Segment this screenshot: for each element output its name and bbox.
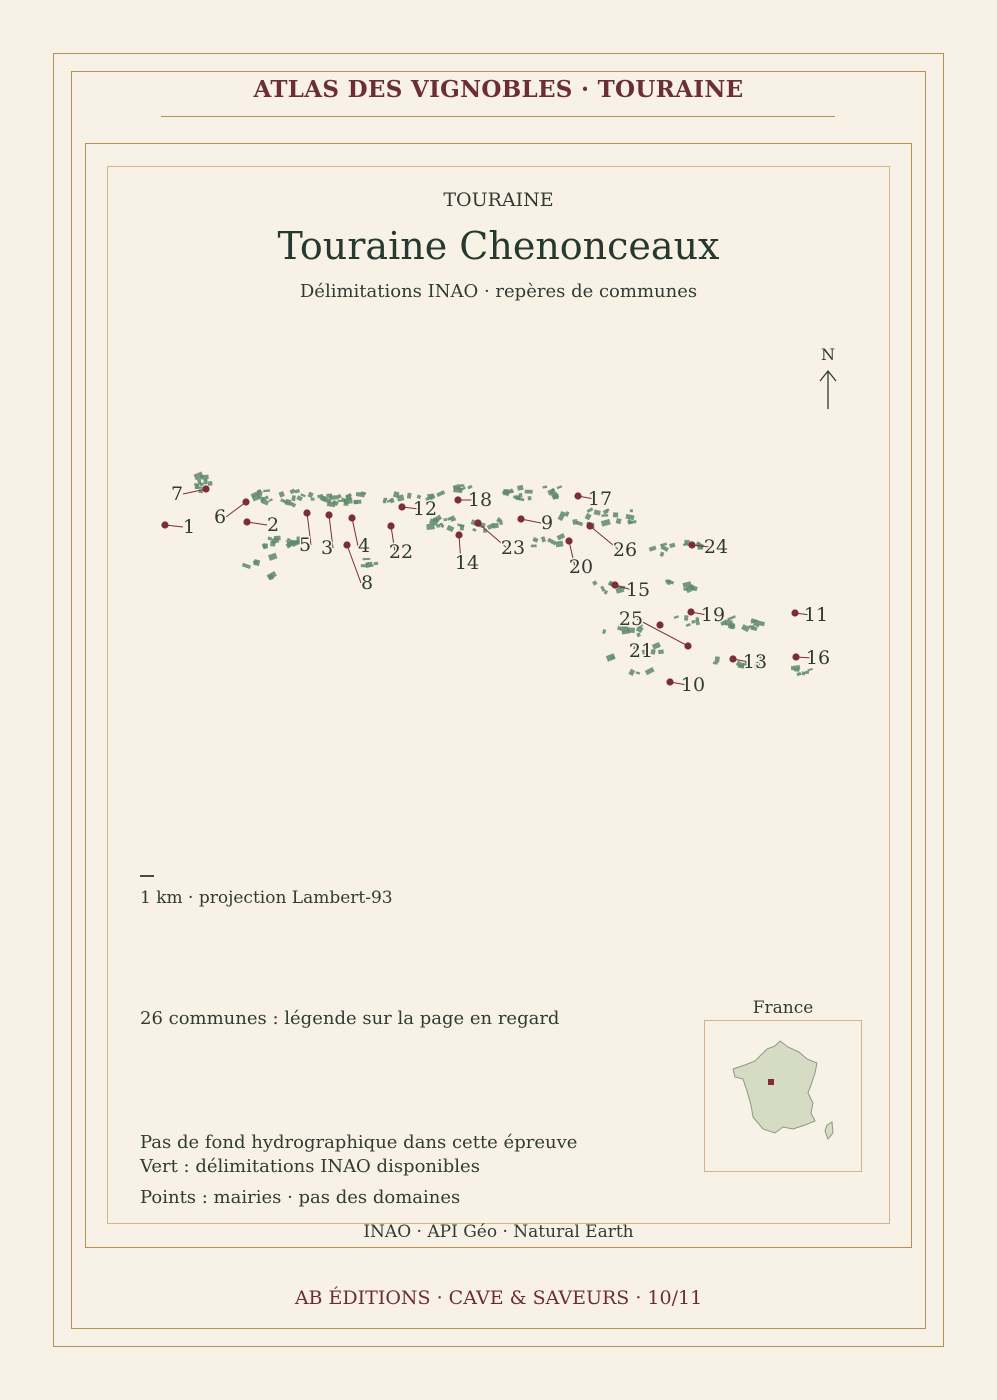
vineyard-parcel	[525, 490, 533, 494]
atlas-title: ATLAS DES VIGNOBLES · TOURAINE	[253, 76, 744, 103]
region-label: TOURAINE	[443, 189, 554, 211]
vineyard-parcel	[714, 656, 719, 663]
map-subtitle: Délimitations INAO · repères de communes	[299, 281, 698, 302]
commune-dot	[455, 531, 462, 538]
vineyard-parcel	[290, 489, 296, 495]
vineyard-parcel	[658, 649, 664, 654]
vineyard-parcel	[684, 615, 689, 621]
commune-dot	[688, 541, 695, 548]
commune-marker-3	[321, 511, 333, 559]
vineyard-parcel	[459, 484, 465, 487]
vineyard-parcel	[592, 580, 597, 585]
vineyard-parcel	[363, 558, 371, 560]
france-silhouette	[705, 1021, 861, 1171]
vineyard-parcel	[407, 493, 412, 499]
vineyard-parcel	[446, 525, 454, 532]
commune-label: 2	[266, 514, 280, 536]
commune-label: 21	[628, 640, 654, 662]
vineyard-parcel	[436, 490, 445, 497]
commune-dot	[398, 503, 405, 510]
vineyard-parcel	[649, 546, 657, 552]
vineyard-parcel	[307, 492, 313, 498]
commune-label: 9	[540, 512, 554, 534]
commune-label: 23	[500, 537, 526, 559]
vineyard-parcel	[263, 489, 270, 492]
vineyard-parcel	[472, 528, 476, 532]
commune-label: 6	[213, 506, 227, 528]
vineyard-parcel	[499, 519, 503, 525]
commune-dot	[729, 655, 736, 662]
commune-dot	[348, 514, 355, 521]
note-hydrography: Pas de fond hydrographique dans cette épreuve	[140, 1132, 578, 1153]
scale-label: 1 km · projection Lambert-93	[140, 888, 393, 908]
vineyard-parcel	[268, 553, 277, 561]
commune-dot	[517, 515, 524, 522]
vineyard-parcel	[542, 485, 547, 488]
commune-dot	[303, 509, 310, 516]
commune-label: 19	[700, 604, 726, 626]
vineyard-parcel	[253, 559, 260, 566]
vineyard-parcel	[384, 498, 388, 501]
vineyard-parcel	[727, 615, 736, 621]
vineyard-parcel	[532, 537, 538, 543]
commune-label: 14	[454, 552, 480, 574]
map-title: Touraine Chenonceaux	[277, 224, 720, 268]
commune-label: 8	[360, 572, 374, 594]
commune-dot	[202, 485, 209, 492]
commune-marker-11	[791, 604, 828, 626]
vineyard-parcel	[208, 481, 213, 486]
commune-marker-20	[565, 537, 593, 578]
vineyard-parcel	[311, 498, 315, 501]
commune-dot	[243, 518, 250, 525]
commune-marker-14	[455, 531, 479, 574]
vineyard-parcel	[600, 586, 605, 592]
vineyard-parcel	[674, 615, 679, 619]
commune-label: 7	[170, 483, 184, 505]
location-marker	[768, 1079, 774, 1085]
sources-credit: INAO · API Géo · Natural Earth	[363, 1222, 634, 1242]
vineyard-parcel	[625, 514, 634, 520]
commune-marker-2	[243, 514, 279, 536]
commune-dot	[586, 522, 593, 529]
commune-marker-13	[729, 651, 767, 673]
commune-label: 24	[703, 536, 729, 558]
vineyard-parcel	[268, 498, 273, 502]
vineyard-parcel	[436, 524, 440, 527]
note-green: Vert : délimitations INAO disponibles	[140, 1156, 480, 1177]
vineyard-parcel	[628, 669, 635, 676]
commune-label: 3	[320, 537, 334, 559]
commune-label: 22	[388, 541, 414, 563]
commune-marker-22	[387, 522, 413, 563]
commune-label: 17	[587, 488, 613, 510]
commune-label: 25	[618, 608, 644, 630]
vineyard-parcel	[443, 518, 447, 521]
vineyard-parcel	[572, 519, 578, 525]
communes-note: 26 communes : légende sur la page en regard	[140, 1008, 560, 1029]
vineyard-parcel	[601, 519, 611, 527]
vineyard-parcel	[541, 536, 546, 542]
vineyard-parcel	[203, 478, 207, 484]
vineyard-parcel	[636, 632, 641, 637]
commune-marker-4	[348, 514, 370, 557]
vineyard-parcel	[553, 494, 558, 499]
commune-dot	[791, 609, 798, 616]
commune-dot	[611, 581, 618, 588]
commune-label: 18	[467, 489, 493, 511]
vineyard-parcel	[329, 495, 337, 500]
commune-label: 13	[742, 651, 768, 673]
vineyard-parcel	[686, 623, 691, 627]
vineyard-parcel	[616, 518, 622, 524]
footer-credit: AB ÉDITIONS · CAVE & SAVEURS · 10/11	[294, 1287, 703, 1309]
inset-title: France	[752, 998, 814, 1018]
commune-dot	[666, 678, 673, 685]
vineyard-parcel	[741, 624, 750, 632]
vineyard-parcel	[683, 588, 688, 591]
commune-dot	[687, 608, 694, 615]
vineyard-parcel	[274, 536, 281, 541]
commune-label: 26	[612, 539, 638, 561]
vineyard-parcel	[528, 496, 532, 500]
commune-label: 11	[803, 604, 829, 626]
commune-markers	[161, 483, 830, 696]
note-points: Points : mairies · pas des domaines	[140, 1187, 461, 1208]
commune-marker-7	[171, 483, 210, 505]
vineyard-parcel	[636, 671, 641, 674]
vineyard-parcel	[801, 671, 805, 675]
commune-dot	[325, 511, 332, 518]
commune-label: 4	[357, 535, 371, 557]
commune-dot	[161, 521, 168, 528]
commune-marker-5	[299, 509, 311, 556]
commune-marker-12	[398, 498, 437, 520]
commune-label: 12	[412, 498, 438, 520]
vineyard-parcel	[555, 541, 563, 548]
vineyard-parcel	[279, 491, 285, 498]
commune-dot	[343, 541, 350, 548]
vineyard-parcel	[344, 497, 353, 504]
vineyard-parcel	[660, 552, 665, 557]
commune-label: 20	[568, 556, 594, 578]
commune-marker-24	[688, 536, 728, 558]
commune-marker-17	[574, 488, 612, 510]
vineyard-parcel	[691, 620, 695, 624]
vineyard-parcel	[557, 533, 566, 540]
vineyard-parcel	[796, 672, 801, 676]
commune-marker-10	[666, 674, 705, 696]
vineyard-parcel	[517, 485, 524, 491]
vineyard-parcel	[630, 509, 633, 512]
vineyard-parcel	[594, 510, 601, 516]
vineyard-parcel	[645, 667, 655, 675]
commune-marker-1	[161, 516, 195, 538]
vineyard-parcel	[492, 523, 499, 529]
vineyard-parcel	[750, 626, 757, 631]
vineyard-parcel	[294, 489, 300, 494]
commune-dot	[684, 642, 691, 649]
commune-label: 15	[625, 579, 651, 601]
vineyard-parcel	[613, 512, 618, 517]
france-land-shape	[733, 1041, 817, 1133]
vineyard-parcel	[291, 495, 296, 501]
vineyard-parcel	[242, 563, 251, 569]
vineyard-parcel	[547, 538, 557, 546]
vineyard-parcel	[669, 543, 675, 548]
corsica-shape	[825, 1122, 833, 1139]
commune-label: 1	[182, 516, 196, 538]
vineyard-parcel	[652, 642, 661, 650]
vineyard-parcel	[374, 562, 379, 566]
vineyard-parcel	[296, 495, 303, 501]
commune-dot	[387, 522, 394, 529]
vineyard-parcel	[557, 485, 563, 489]
vineyard-parcel	[263, 543, 268, 548]
commune-label: 16	[805, 647, 831, 669]
commune-dot	[574, 492, 581, 499]
vineyard-parcels	[194, 471, 813, 676]
vineyard-parcel	[354, 501, 358, 505]
vineyard-parcel	[270, 541, 275, 547]
vineyard-parcel	[531, 545, 537, 548]
commune-dot	[565, 537, 572, 544]
north-label: N	[821, 345, 835, 364]
vineyard-parcel	[601, 514, 608, 517]
commune-leader-line	[226, 502, 246, 517]
commune-dot	[656, 621, 663, 628]
vineyard-parcel	[602, 629, 606, 634]
commune-label: 5	[298, 534, 312, 556]
france-inset-map	[704, 1020, 862, 1172]
commune-dot	[454, 496, 461, 503]
commune-label: 10	[680, 674, 706, 696]
vineyard-parcel	[565, 511, 570, 517]
north-arrow	[820, 345, 836, 409]
commune-dot	[474, 519, 481, 526]
vineyard-parcel	[585, 513, 592, 520]
commune-marker-9	[517, 512, 553, 534]
commune-dot	[242, 498, 249, 505]
commune-dot	[792, 653, 799, 660]
vineyard-parcel	[268, 537, 272, 541]
